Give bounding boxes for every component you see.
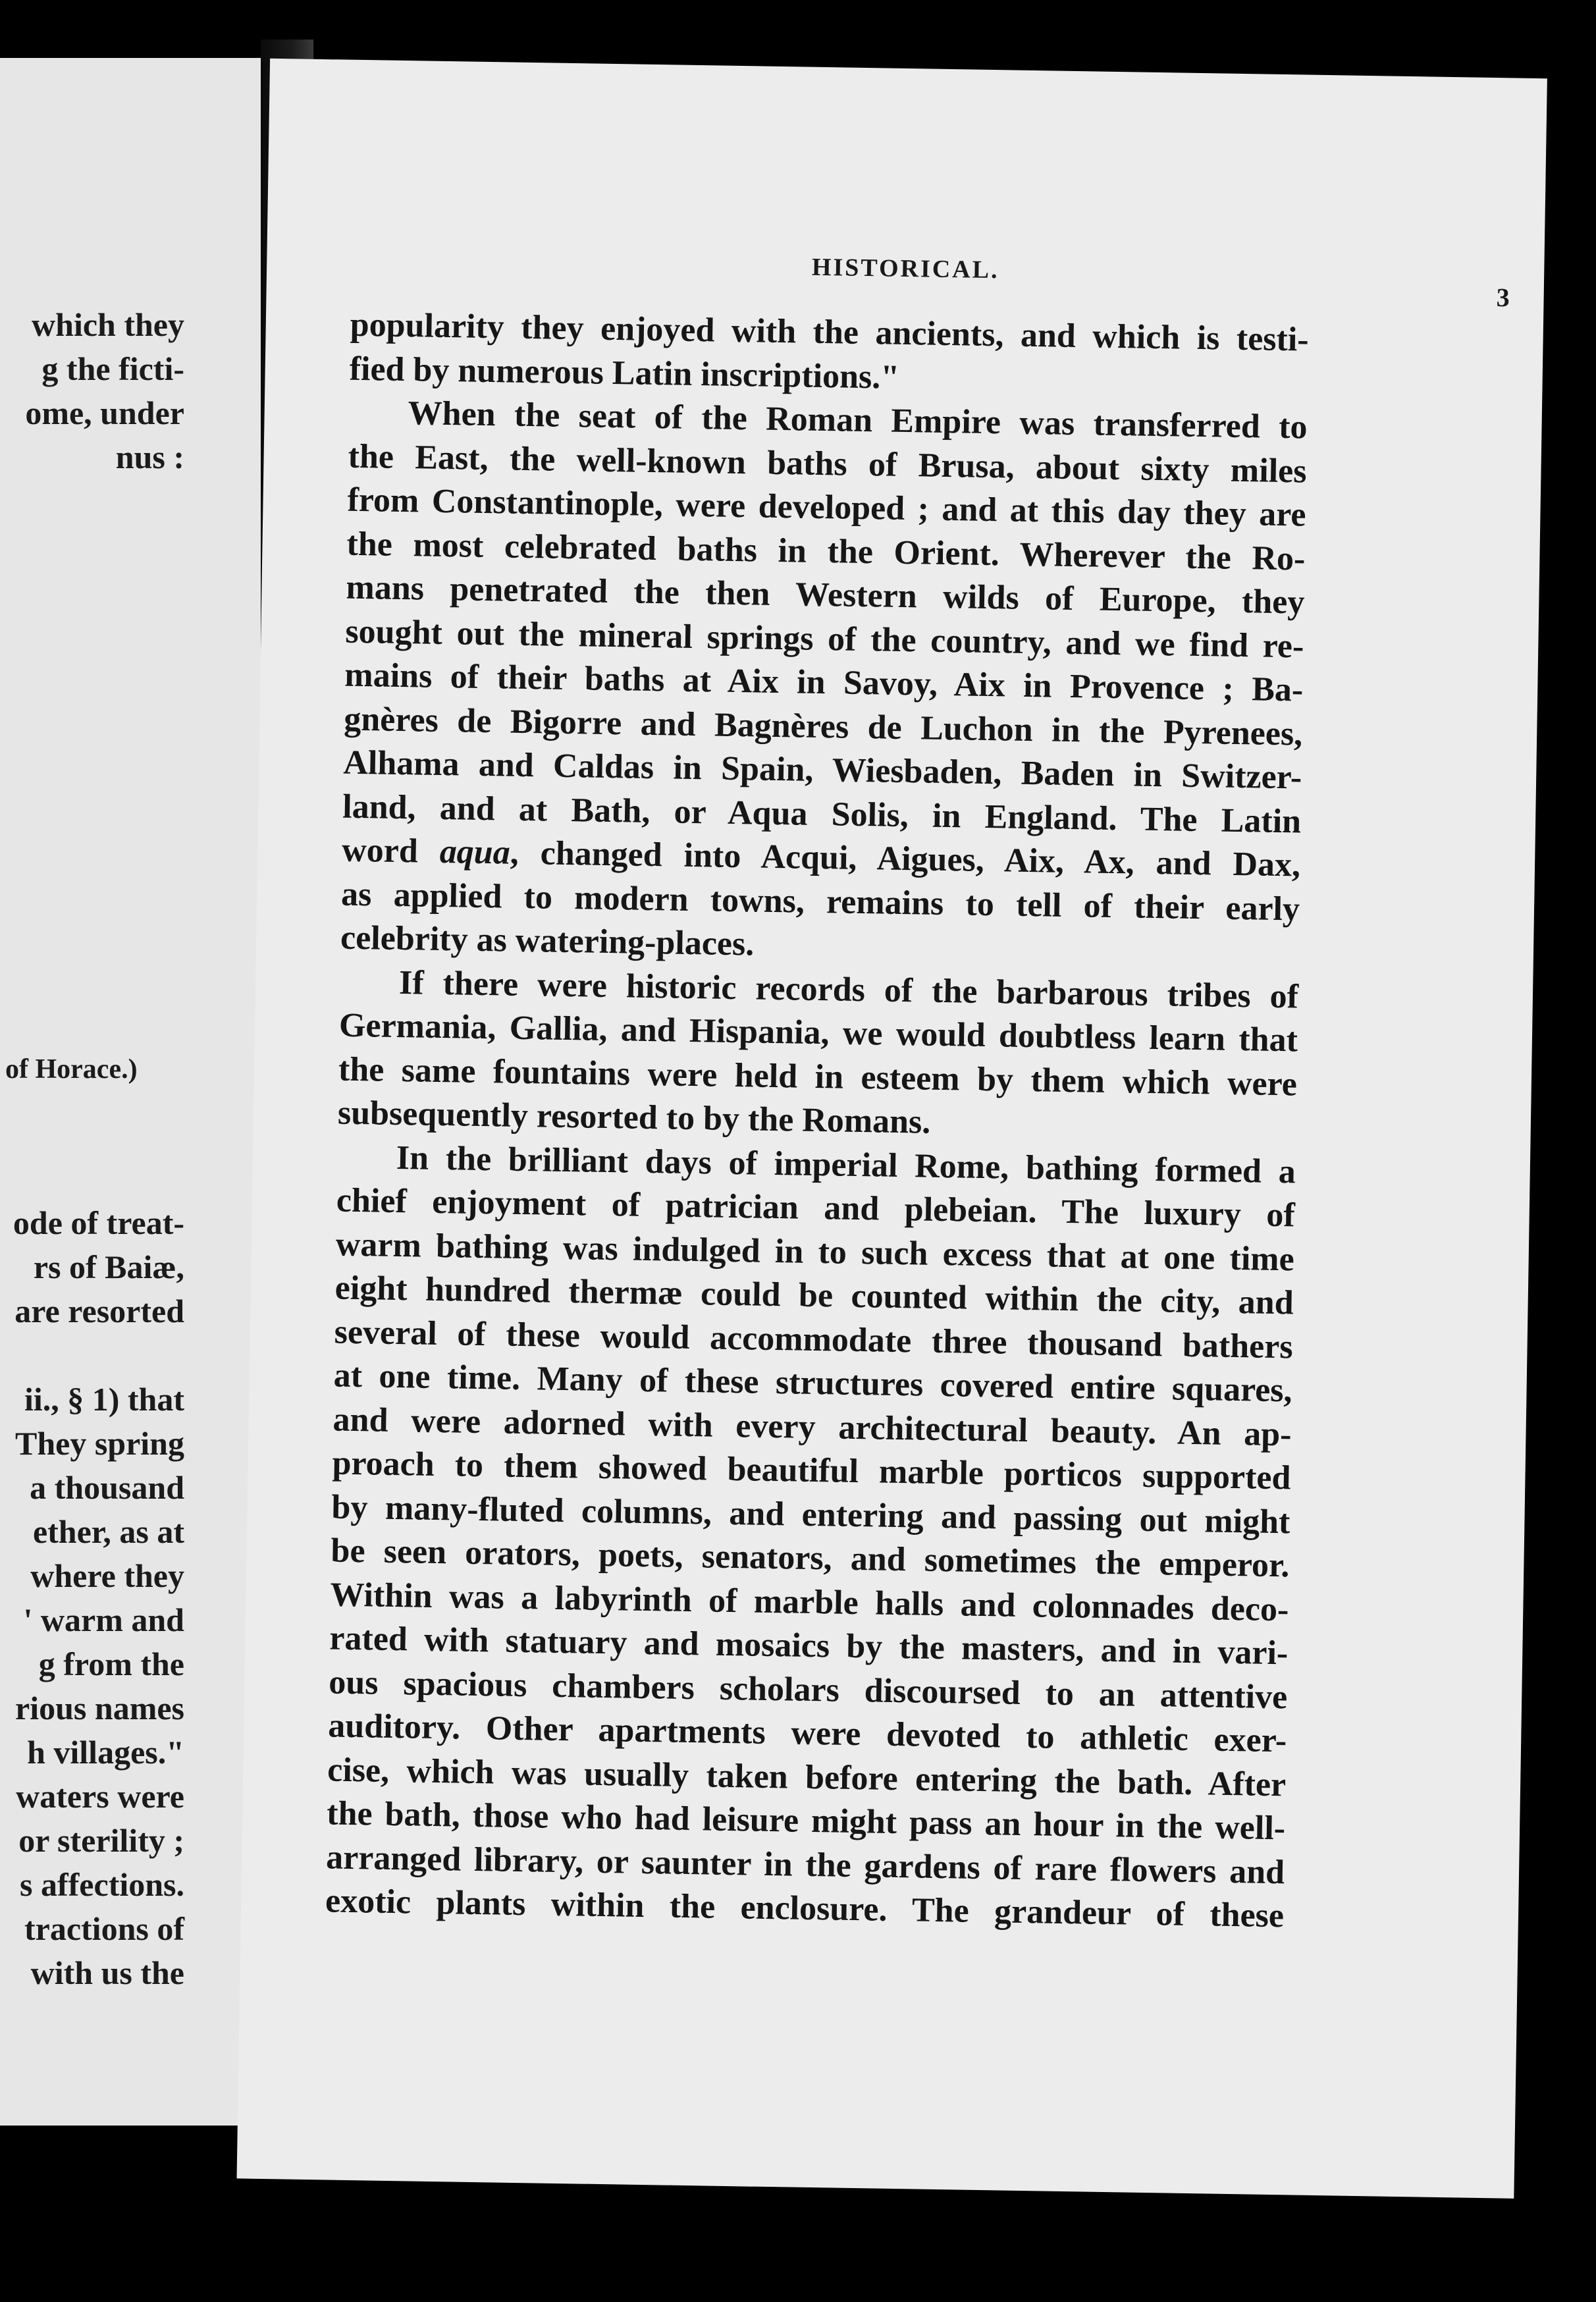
left-page-caption: of Horace.) bbox=[5, 1054, 138, 1084]
left-line: ome, under bbox=[25, 394, 184, 431]
text-line: land, and at Bath, or Aqua Solis, in England. The Latin bbox=[342, 788, 1302, 841]
text-line: Germania, Gallia, and Hispania, we would doubtless learn that bbox=[338, 1006, 1298, 1059]
text-line: exotic plants within the enclosure. The grandeur of these bbox=[325, 1882, 1285, 1935]
text-line: be seen orators, poets, senators, and sometimes the emperor. bbox=[331, 1532, 1290, 1585]
text-line: mans penetrated the then Western wilds of Europe, they bbox=[346, 568, 1305, 622]
left-line: s affections. bbox=[20, 1866, 184, 1903]
left-line: ii., § 1) that bbox=[24, 1381, 184, 1418]
text-line: arranged library, or saunter in the gardens of rare flowers and bbox=[325, 1838, 1285, 1891]
text-line: popularity they enjoyed with the ancients, and which is testi- bbox=[350, 306, 1310, 359]
left-line: h villages." bbox=[27, 1734, 184, 1771]
paragraph bbox=[349, 304, 1309, 406]
text-line: and were adorned with every architectural beauty. An ap- bbox=[332, 1401, 1292, 1453]
left-line: They spring bbox=[14, 1425, 184, 1462]
text-line: the same fountains were held in esteem by them which were bbox=[338, 1050, 1298, 1103]
page-number: 3 bbox=[1496, 282, 1510, 313]
left-line: a thousand bbox=[30, 1469, 184, 1506]
text-line: If there were historic records of the barbarous tribes of bbox=[398, 963, 1299, 1015]
text-line: mains of their baths at Aix in Savoy, Aix in Provence ; Ba- bbox=[344, 656, 1304, 709]
text-line: warm bathing was indulged in to such excess that at one time bbox=[335, 1225, 1295, 1278]
text-line: celebrity as watering-places. bbox=[340, 919, 755, 963]
text-line: word aqua, changed into Acqui, Aigues, Aix, Ax, and Dax, bbox=[341, 831, 1301, 884]
left-line: g from the bbox=[38, 1646, 184, 1682]
text-line: fied by numerous Latin inscriptions." bbox=[349, 350, 900, 396]
text-line: by many-fluted columns, and entering and passing out might bbox=[331, 1488, 1290, 1541]
text-line: auditory. Other apartments were devoted to athletic exer- bbox=[327, 1707, 1287, 1760]
left-line: rs of Baiæ, bbox=[33, 1248, 184, 1285]
text-line: Within was a labyrinth of marble halls and colonnades deco- bbox=[330, 1575, 1289, 1628]
running-head: HISTORICAL. bbox=[811, 253, 999, 284]
text-line: sought out the mineral springs of the country, and we find re- bbox=[345, 612, 1304, 666]
text-line: several of these would accommodate three thousand bathers bbox=[334, 1313, 1294, 1366]
left-line: ' warm and bbox=[23, 1601, 184, 1638]
left-line: ether, as at bbox=[32, 1513, 184, 1550]
left-line bbox=[0, 1333, 184, 1378]
text-line: eight hundred thermæ could be counted within the city, and bbox=[334, 1269, 1294, 1322]
left-line: with us the bbox=[30, 1954, 184, 1991]
text-line: chief enjoyment of patrician and plebeian. The luxury of bbox=[336, 1181, 1296, 1235]
left-line: are resorted bbox=[14, 1293, 184, 1329]
left-page-fragment bbox=[0, 58, 261, 2126]
body-text bbox=[325, 304, 1309, 1939]
text-line: subsequently resorted to by the Romans. bbox=[337, 1094, 931, 1141]
text-line: cise, which was usually taken before entering the bath. After bbox=[327, 1750, 1287, 1804]
left-line: g the ficti- bbox=[41, 350, 184, 387]
text-line: at one time. Many of these structures covered entire squares, bbox=[333, 1356, 1292, 1410]
text-line: Alhama and Caldas in Spain, Wiesbaden, Baden in Switzer- bbox=[342, 743, 1302, 797]
left-line: which they bbox=[32, 306, 184, 343]
text-line: ous spacious chambers scholars discoursed to an attentive bbox=[328, 1663, 1288, 1716]
left-line: tractions of bbox=[24, 1910, 184, 1947]
paragraph bbox=[340, 391, 1308, 975]
paragraph bbox=[337, 960, 1298, 1150]
text-line: In the brilliant days of imperial Rome, bathing formed a bbox=[396, 1138, 1296, 1191]
left-page-top-text bbox=[0, 303, 184, 479]
text-line: proach to them showed beautiful marble porticos supported bbox=[332, 1444, 1291, 1497]
text-line: the bath, those who had leisure might pass an hour in the well- bbox=[326, 1794, 1286, 1848]
left-line: waters were bbox=[16, 1778, 184, 1815]
left-line: nus : bbox=[115, 439, 184, 475]
left-line: or sterility ; bbox=[18, 1822, 184, 1859]
main-page bbox=[237, 59, 1547, 2199]
left-line: rious names bbox=[15, 1690, 184, 1726]
left-page-lower-text bbox=[0, 1201, 184, 1995]
text-line: as applied to modern towns, remains to tell of their early bbox=[340, 875, 1300, 928]
text-line: from Constantinople, were developed ; and at this day they are bbox=[347, 481, 1306, 534]
left-line: where they bbox=[30, 1557, 184, 1594]
text-line: When the seat of the Roman Empire was transferred to bbox=[408, 394, 1308, 446]
text-line: gnères de Bigorre and Bagnères de Luchon in the Pyrenees, bbox=[343, 700, 1303, 753]
text-line: rated with statuary and mosaics by the masters, and in vari- bbox=[329, 1619, 1289, 1673]
text-line: the most celebrated baths in the Orient. Wherever the Ro- bbox=[346, 525, 1306, 578]
text-line: the East, the well-known baths of Brusa, about sixty miles bbox=[348, 437, 1307, 491]
paragraph bbox=[325, 1135, 1296, 1939]
left-line: ode of treat- bbox=[13, 1204, 184, 1241]
